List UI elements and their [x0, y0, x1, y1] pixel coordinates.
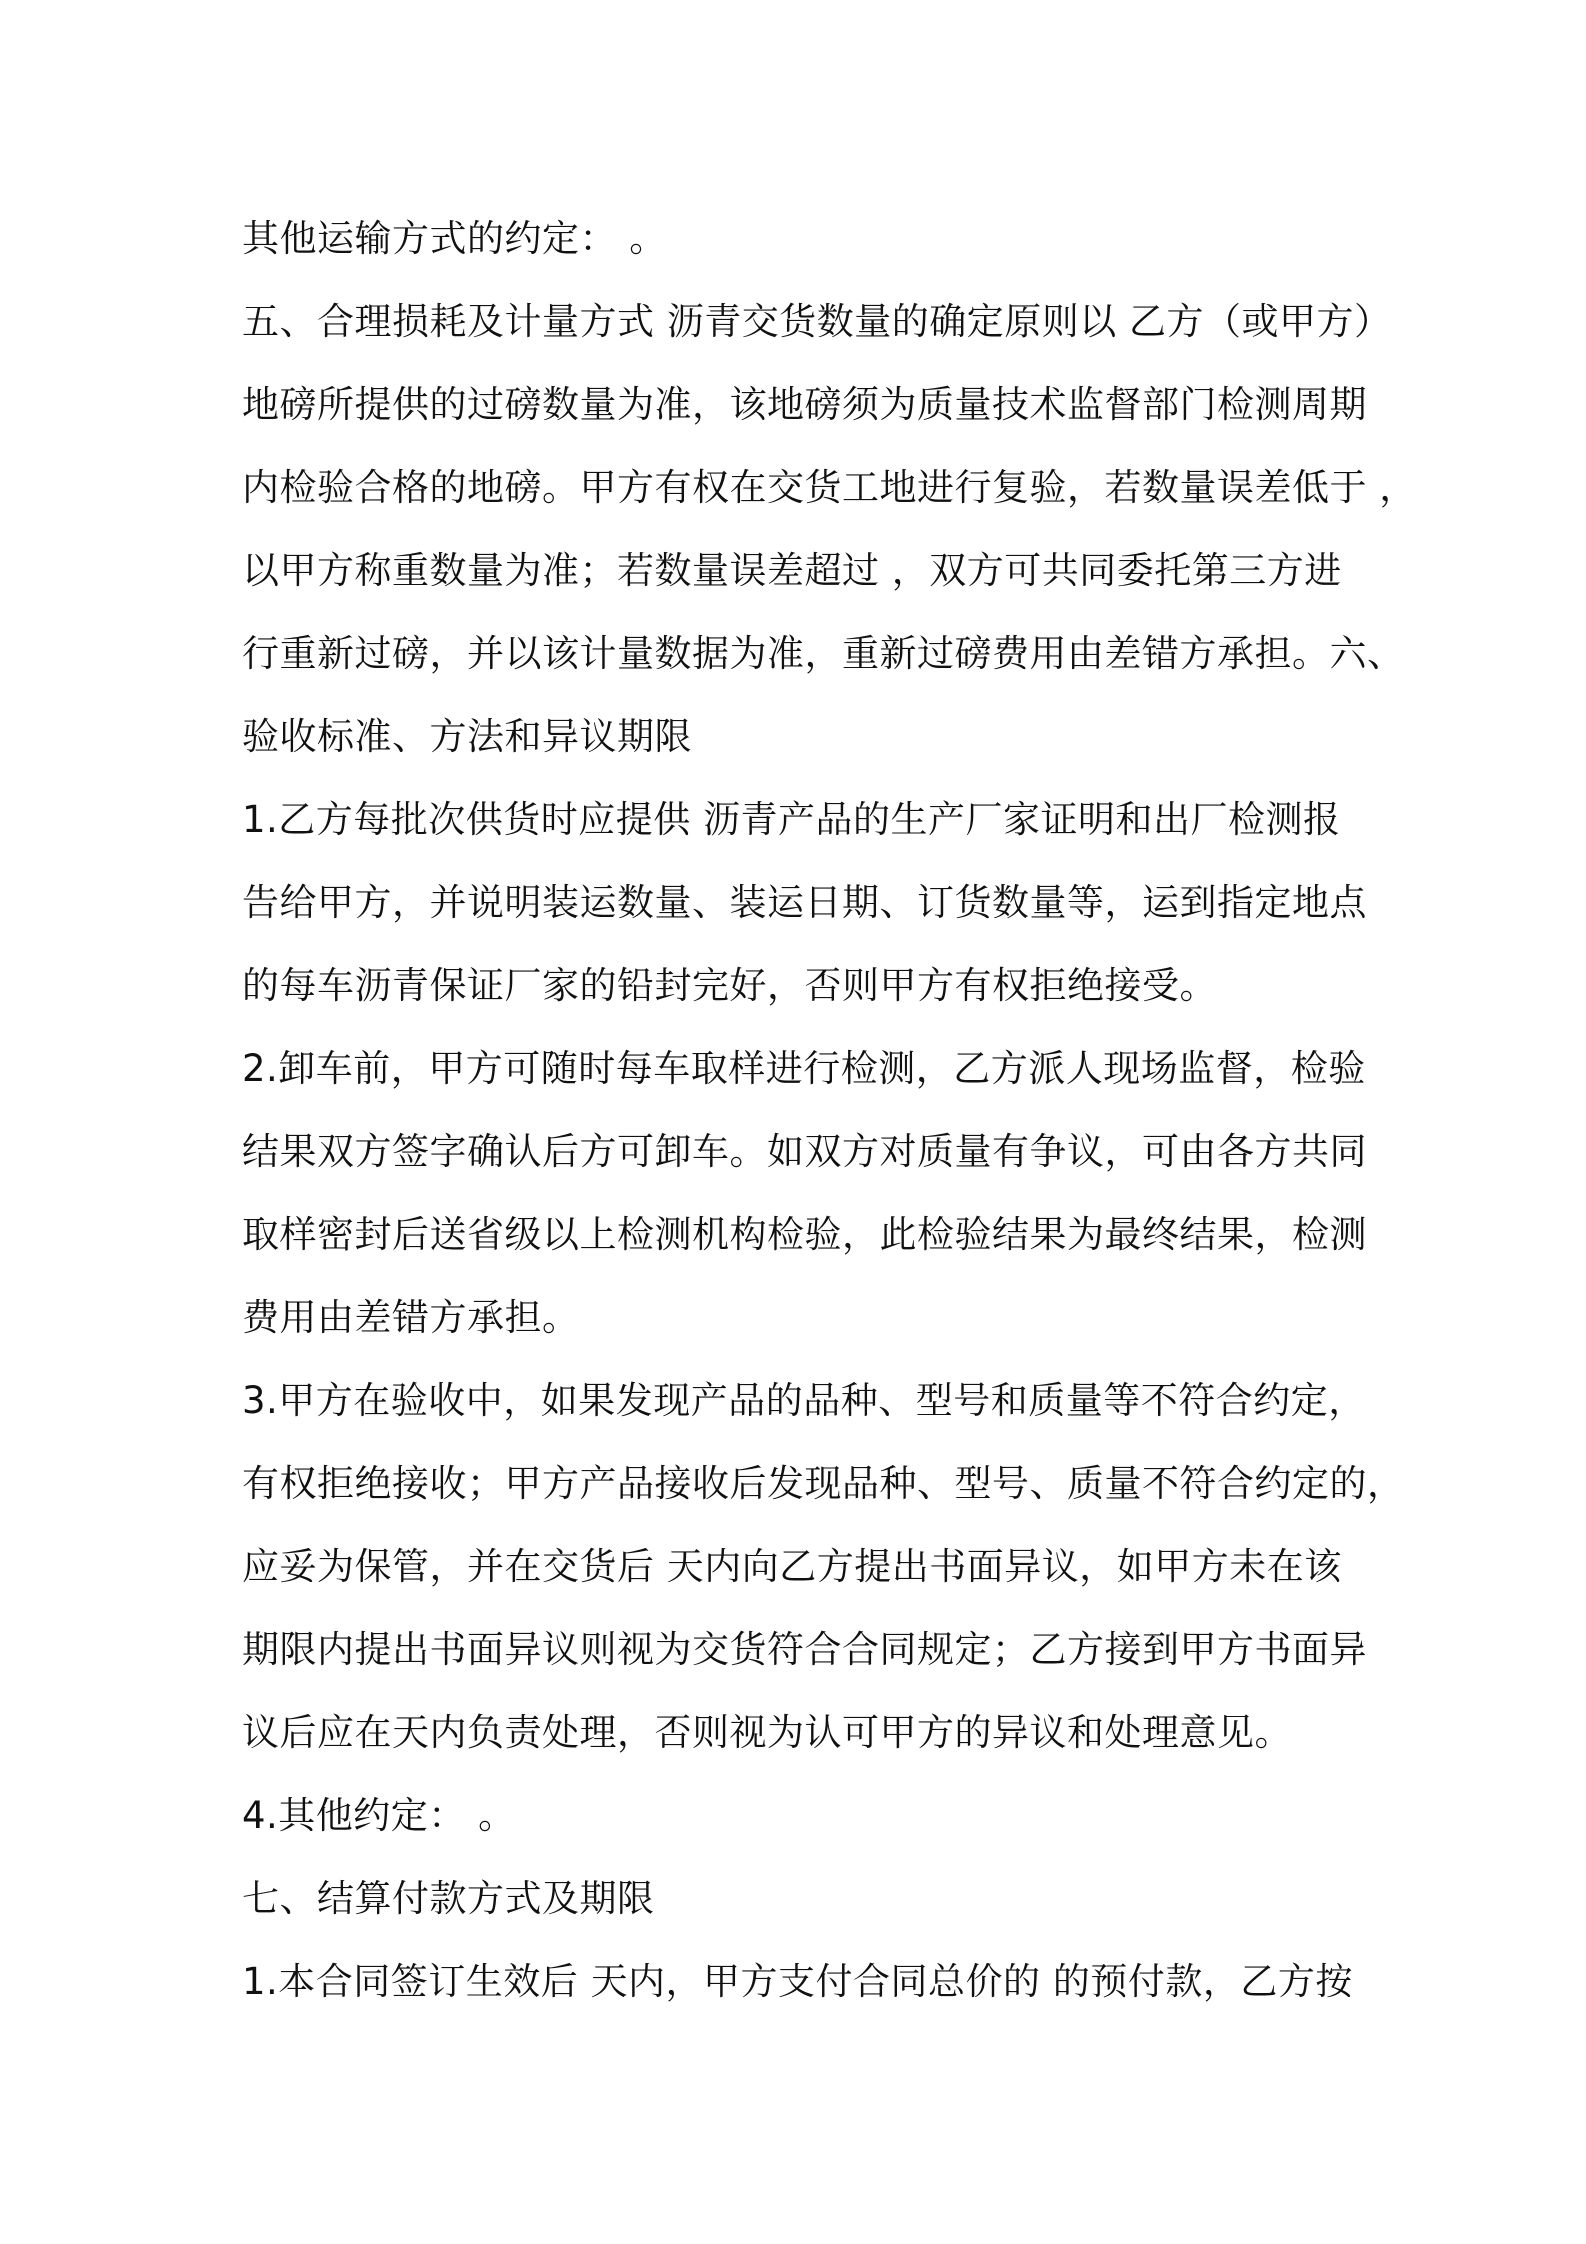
text-line: 4.其他约定： 。	[242, 1794, 516, 1837]
text-line: 以甲方称重数量为准；若数量误差超过 ，双方可共同委托第三方进	[242, 549, 1342, 592]
text-line: 议后应在天内负责处理，否则视为认可甲方的异议和处理意见。	[242, 1711, 1292, 1754]
text-line: 告给甲方，并说明装运数量、装运日期、订货数量等，运到指定地点	[242, 881, 1367, 924]
text-line: 取样密封后送省级以上检测机构检验，此检验结果为最终结果，检测	[242, 1213, 1367, 1256]
text-line: 地磅所提供的过磅数量为准，该地磅须为质量技术监督部门检测周期	[242, 383, 1367, 426]
text-line: 行重新过磅，并以该计量数据为准，重新过磅费用由差错方承担。六、	[242, 632, 1405, 675]
section-heading-line: 五、合理损耗及计量方式 沥青交货数量的确定原则以 乙方（或甲方）	[242, 300, 1392, 343]
text-line: 2.卸车前，甲方可随时每车取样进行检测，乙方派人现场监督，检验	[242, 1047, 1366, 1090]
text-line: 内检验合格的地磅。甲方有权在交货工地进行复验，若数量误差低于 ，	[242, 466, 1417, 509]
text-line: 有权拒绝接收；甲方产品接收后发现品种、型号、质量不符合约定的，	[242, 1462, 1405, 1505]
text-line: 1.本合同签订生效后 天内，甲方支付合同总价的 的预付款，乙方按	[242, 1960, 1353, 2003]
text-line: 3.甲方在验收中，如果发现产品的品种、型号和质量等不符合约定，	[242, 1379, 1366, 1422]
text-line: 期限内提出书面异议则视为交货符合合同规定；乙方接到甲方书面异	[242, 1628, 1367, 1671]
text-line: 的每车沥青保证厂家的铅封完好，否则甲方有权拒绝接受。	[242, 964, 1217, 1007]
text-line: 1.乙方每批次供货时应提供 沥青产品的生产厂家证明和出厂检测报	[242, 798, 1341, 841]
section-heading-line: 验收标准、方法和异议期限	[242, 715, 692, 758]
contract-text-body	[242, 197, 1417, 2023]
text-line: 费用由差错方承担。	[242, 1296, 580, 1339]
text-line: 应妥为保管，并在交货后 天内向乙方提出书面异议，如甲方未在该	[242, 1545, 1342, 1588]
section-heading-line: 七、结算付款方式及期限	[242, 1877, 655, 1920]
text-line: 其他运输方式的约定： 。	[242, 217, 667, 260]
text-line: 结果双方签字确认后方可卸车。如双方对质量有争议，可由各方共同	[242, 1130, 1367, 1173]
